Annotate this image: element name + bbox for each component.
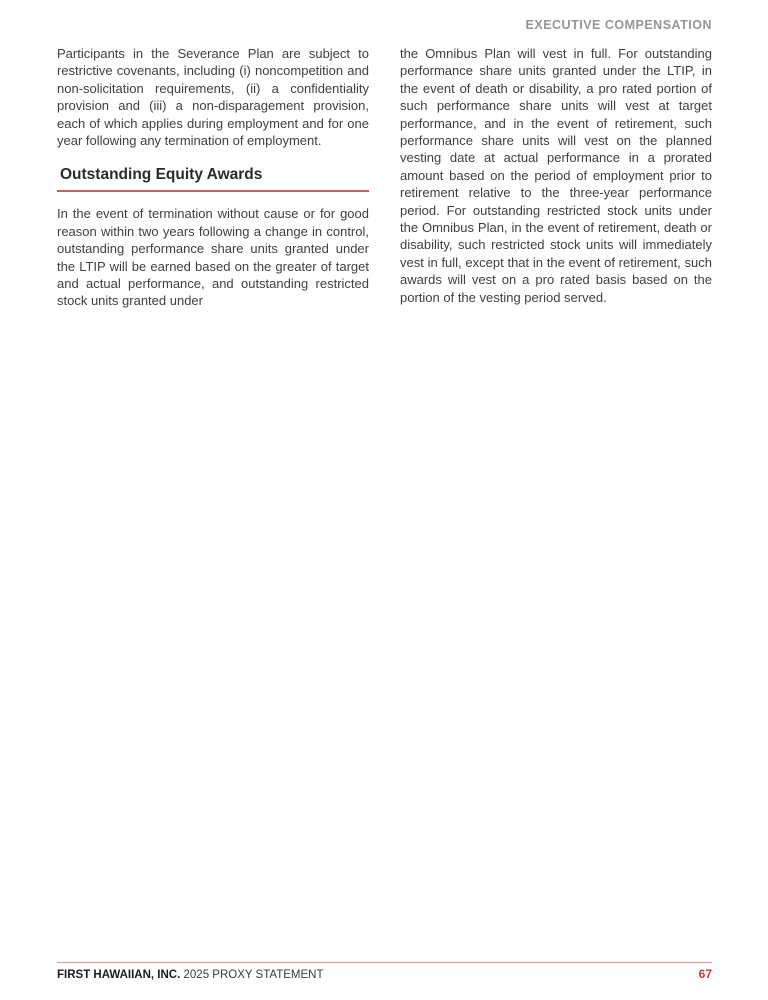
paragraph-omnibus-plan-vesting: the Omnibus Plan will vest in full. For outstanding performance share units granted under the LTIP, in the event of death or disability, a pro rated portion of such performance share units will vest at target performance, and in the event of retirement, such performance share units will vest on the planned vesting date at actual performance in a prorated amount based on the period of employment prior to retirement relative to the three-year performance period. For outstanding restricted stock units under the Omnibus Plan, in the event of retirement, death or disability, such restricted stock units will immediately vest in full, except that in the event of retirement, such awards will vest on a pro rated basis based on the portion of the vesting period served.: [400, 46, 712, 305]
page-footer: [57, 962, 712, 981]
section-heading-outstanding-equity-awards: Outstanding Equity Awards: [57, 166, 369, 192]
two-column-body: [57, 45, 712, 310]
footer-page-number: 67: [698, 967, 712, 981]
footer-document-title: 2025 PROXY STATEMENT: [183, 969, 324, 981]
left-column: [57, 45, 369, 310]
running-header-title: EXECUTIVE COMPENSATION: [525, 18, 712, 32]
footer-text: [57, 969, 323, 981]
footer-row: [57, 963, 712, 981]
paragraph-severance-covenants: Participants in the Severance Plan are subject to restrictive covenants, including (i) noncompetition and non-solicitation requirements, (ii) a confidentiality provision and (iii) a non-disparagement provision, each of which applies during employment and for one year following any termination of employment.: [57, 46, 369, 149]
paragraph-termination-vesting: In the event of termination without cause or for good reason within two years following a change in control, outstanding performance share units granted under the LTIP will be earned based on the greater of target and actual performance, and outstanding restricted stock units granted under: [57, 206, 369, 309]
right-column: [400, 45, 712, 310]
running-header: [57, 18, 712, 32]
document-page: [57, 0, 712, 1000]
footer-company-name: FIRST HAWAIIAN, INC.: [57, 969, 181, 981]
